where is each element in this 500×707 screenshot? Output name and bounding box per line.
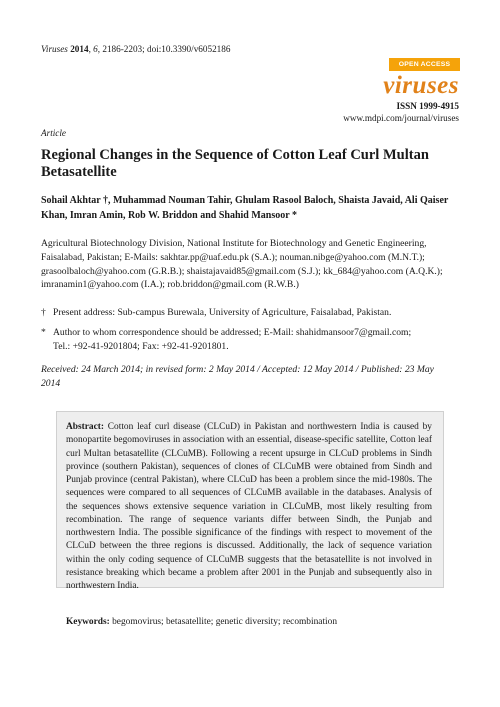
issn: ISSN 1999-4915 — [396, 101, 459, 111]
citation-volume: 6 — [93, 44, 98, 54]
author-list: Sohail Akhtar †, Muhammad Nouman Tahir, Ghulam Rasool Baloch, Shaista Javaid, Ali Qaiser Khan, Imran Amin, Rob W. Briddon and Shahid Mansoor * — [41, 195, 449, 221]
journal-logo: viruses — [383, 72, 459, 99]
asterisk-mark: * — [41, 327, 46, 338]
open-access-badge: OPEN ACCESS — [389, 58, 460, 71]
article-type: Article — [41, 128, 67, 138]
journal-url[interactable]: www.mdpi.com/journal/viruses — [343, 113, 459, 123]
dagger-mark: † — [41, 307, 46, 318]
affiliation: Agricultural Biotechnology Division, National Institute for Biotechnology and Genetic Engineering, Faisalabad, Pakistan; E-Mails: sakhtar.pp@uaf.edu.pk (S.A.); nouman.nibge@yahoo.com (M.N.T.); grasoolbaloch@yahoo.com (G.R.B.); shaistajavaid85@gmail.com (S.J.); kk_684@yahoo.com (A.Q.K.); imranamin1@yahoo.com (I.A.); rob.briddon@gmail.com (R.W.B.) — [41, 238, 443, 291]
abstract — [66, 421, 432, 593]
keywords — [66, 616, 432, 629]
keywords-label: Keywords: — [66, 617, 110, 627]
present-address-note — [41, 306, 466, 320]
correspondence-note — [41, 326, 466, 354]
article-title: Regional Changes in the Sequence of Cotton Leaf Curl Multan Betasatellite — [41, 147, 429, 180]
correspondence-line-1: Author to whom correspondence should be addressed; E-Mail: shahidmansoor7@gmail.com; — [53, 327, 412, 338]
keywords-list: begomovirus; betasatellite; genetic diversity; recombination — [112, 617, 338, 627]
citation-pages-doi: , 2186-2203; doi:10.3390/v6052186 — [97, 44, 231, 54]
citation-line: Viruses 2014, 6, 2186-2203; doi:10.3390/v6052186 — [41, 44, 231, 54]
abstract-body: Cotton leaf curl disease (CLCuD) in Pakistan and northwestern India is caused by monopartite begomoviruses in association with an essential, disease-specific satellite, Cotton leaf curl Multan betasatellite (CLCuMB). Following a recent upsurge in CLCuD problems in Sindh province (southern Pakistan), sequences of clones of CLCuMB were obtained from Sindh and Punjab province (central Pakistan), where CLCuD has been a problem since the mid-1980s. The sequences were compared to all sequences of CLCuMB available in the databases. Analysis of the sequences shows extensive sequence variation in CLCuMB, most likely resulting from recombination. The range of sequence variants differ between Sindh, the Punjab and northwestern India. The possible significance of the findings with respect to movement of the CLCuD between the three regions is discussed. Additionally, the lack of sequence variation within the only coding sequence of CLCuMB suggests that the betasatellite is not involved in resistance breaking which became a problem after 2001 in the Punjab and subsequently also in northwestern India. — [66, 422, 432, 591]
abstract-label: Abstract: — [66, 422, 105, 432]
citation-journal: Viruses — [41, 44, 68, 54]
present-address-text: Present address: Sub-campus Burewala, University of Agriculture, Faisalabad, Pakistan. — [53, 307, 392, 318]
correspondence-line-2: Tel.: +92-41-9201804; Fax: +92-41-9201801. — [53, 340, 229, 352]
citation-year: 2014 — [70, 44, 89, 54]
publication-dates: Received: 24 March 2014; in revised form: 2 May 2014 / Accepted: 12 May 2014 / Published: 23 May 2014 — [41, 364, 434, 389]
